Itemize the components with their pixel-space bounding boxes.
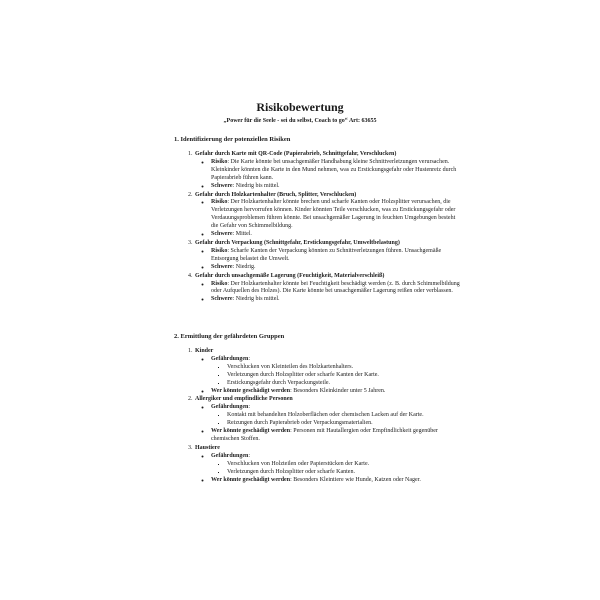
hazard-item: ▪ Erstickungsgefahr durch Verpackungsteile. xyxy=(227,380,460,388)
risk-item-title: Gefahr durch Verpackung (Schnittgefahr, Erstickungsgefahr, Umweltbelastung) xyxy=(195,239,400,246)
who-label: Wer könnte geschädigt werden xyxy=(211,387,291,394)
hazards-detail: ◦ Gefährdungen: ▪ Verschlucken von Kleinteilen des Holzkartenhalters. ▪ Verletzungen durch Holzsplitter oder scharfe Kanten der Karte. ▪ Erstickungsgefahr durch Verpackungsteile. xyxy=(211,356,460,388)
hazards-detail: ◦ Gefährdungen: ▪ Verschlucken von Holzteilen oder Papierstücken der Karte. ▪ Verletzungen durch Holzsplitter oder scharfe Kanten. xyxy=(211,453,460,477)
severity-detail xyxy=(211,183,460,191)
risk-detail xyxy=(211,248,460,264)
document-subtitle: „Power für die Seele - sei du selbst, Coach to go“ Art: 63655 xyxy=(223,118,377,124)
risk-item xyxy=(194,273,460,305)
hazards-label: Gefährdungen xyxy=(211,452,249,459)
risk-text: : Der Holzkartenhalter könnte bei Feuchtigkeit beschädigt werden (z. B. durch Schimmelbildung oder Aufquellen des Holzes). Die Karte könnte bei unsachgemäßer Lagerung reißen oder verblassen. xyxy=(211,280,460,295)
who-detail xyxy=(211,388,460,396)
group-item xyxy=(194,445,460,485)
who-text: : Personen mit Hautallergien oder Empfindlichkeit gegenüber chemischen Stoffen. xyxy=(211,428,438,442)
hazard-item: ▪ Verletzungen durch Holzsplitter oder scharfe Kanten der Karte. xyxy=(227,372,460,380)
severity-label: Schwere xyxy=(211,263,233,270)
risk-detail xyxy=(211,281,460,297)
group-item xyxy=(194,396,460,443)
group-title: Allergiker und empfindliche Personen xyxy=(195,396,293,403)
severity-label: Schwere xyxy=(211,182,233,189)
risk-label: Risiko xyxy=(211,199,228,206)
section-1-heading: 1. Identifizierung der potenziellen Risiken xyxy=(174,136,291,143)
group-title: Haustiere xyxy=(195,444,220,451)
risk-item xyxy=(194,151,460,191)
severity-text: : Niedrig bis mittel. xyxy=(232,296,280,303)
risk-text: : Scharfe Kanten der Verpackung könnten zu Schnittverletzungen führen. Unsachgemäße Entsorgung belastet die Umwelt. xyxy=(211,247,442,262)
hazards-label: Gefährdungen xyxy=(211,404,249,411)
hazard-item: ▪ Verschlucken von Kleinteilen des Holzkartenhalters. xyxy=(227,364,460,372)
risk-item-title: Gefahr durch Holzkartenhalter (Bruch, Splitter, Verschlucken) xyxy=(195,191,357,198)
who-text: : Besonders Kleintiere wie Hunde, Katzen oder Nager. xyxy=(290,476,421,483)
severity-detail xyxy=(211,231,460,239)
hazard-item: ▪ Verletzungen durch Holzsplitter oder scharfe Kanten. xyxy=(227,469,460,477)
hazard-item: ▪ Reizungen durch Papierabrieb oder Verpackungsmaterialien. xyxy=(227,420,460,428)
risk-list xyxy=(174,151,460,305)
risk-label: Risiko xyxy=(211,247,228,254)
section-2-heading: 2. Ermittlung der gefährdeten Gruppen xyxy=(174,333,285,340)
severity-text: : Niedrig bis mittel. xyxy=(232,182,280,189)
who-detail xyxy=(211,477,460,485)
severity-text: : Niedrig. xyxy=(232,263,256,270)
risk-label: Risiko xyxy=(211,158,228,165)
severity-label: Schwere xyxy=(211,296,233,303)
hazards-detail: ◦ Gefährdungen: ▪ Kontakt mit behandelten Holzoberflächen oder chemischen Lacken auf der Karte. ▪ Reizungen durch Papierabrieb oder Verpackungsmaterialien. xyxy=(211,404,460,428)
who-label: Wer könnte geschädigt werden xyxy=(211,476,291,483)
who-label: Wer könnte geschädigt werden xyxy=(211,428,291,435)
who-text: : Besonders Kleinkinder unter 5 Jahren. xyxy=(290,387,386,394)
risk-text: : Die Karte könnte bei unsachgemäßer Handhabung kleine Schnittverletzungen verursachen. Kleinkinder könnten die Karte in den Mund nehmen, was zu Erstickungsgefahr oder Hustenreiz durch Papierabrieb führen kann. xyxy=(211,158,457,181)
severity-detail xyxy=(211,296,460,304)
severity-label: Schwere xyxy=(211,231,233,238)
severity-detail xyxy=(211,264,460,272)
hazards-label: Gefährdungen xyxy=(211,355,249,362)
risk-label: Risiko xyxy=(211,280,228,287)
group-title: Kinder xyxy=(195,348,214,354)
who-detail xyxy=(211,428,460,444)
risk-item xyxy=(194,192,460,239)
group-item xyxy=(194,348,460,395)
risk-item xyxy=(194,240,460,272)
group-list xyxy=(174,348,460,485)
document-title: Risikobewertung xyxy=(256,100,344,114)
risk-detail xyxy=(211,199,460,231)
hazard-item: ▪ Verschlucken von Holzteilen oder Papierstücken der Karte. xyxy=(227,461,460,469)
risk-item-title: Gefahr durch Karte mit QR-Code (Papierabrieb, Schnittgefahr, Verschlucken) xyxy=(195,151,397,157)
risk-detail xyxy=(211,159,460,183)
severity-text: : Mittel. xyxy=(232,231,252,238)
hazard-item: ▪ Kontakt mit behandelten Holzoberflächen oder chemischen Lacken auf der Karte. xyxy=(227,412,460,420)
risk-item-title: Gefahr durch unsachgemäße Lagerung (Feuchtigkeit, Materialverschleiß) xyxy=(195,272,385,279)
risk-text: : Der Holzkartenhalter könnte brechen und scharfe Kanten oder Holzsplitter verursachen, die Verletzungen hervorrufen können. Kinder könnten Teile verschlucken, was zu Erstickungsgefahr oder Verdauungsproblemen führen könnte. Bei unsachgemäßer Lagerung in feuchten Umgebungen besteht die Gefahr von Schimmelbildung. xyxy=(211,199,456,230)
